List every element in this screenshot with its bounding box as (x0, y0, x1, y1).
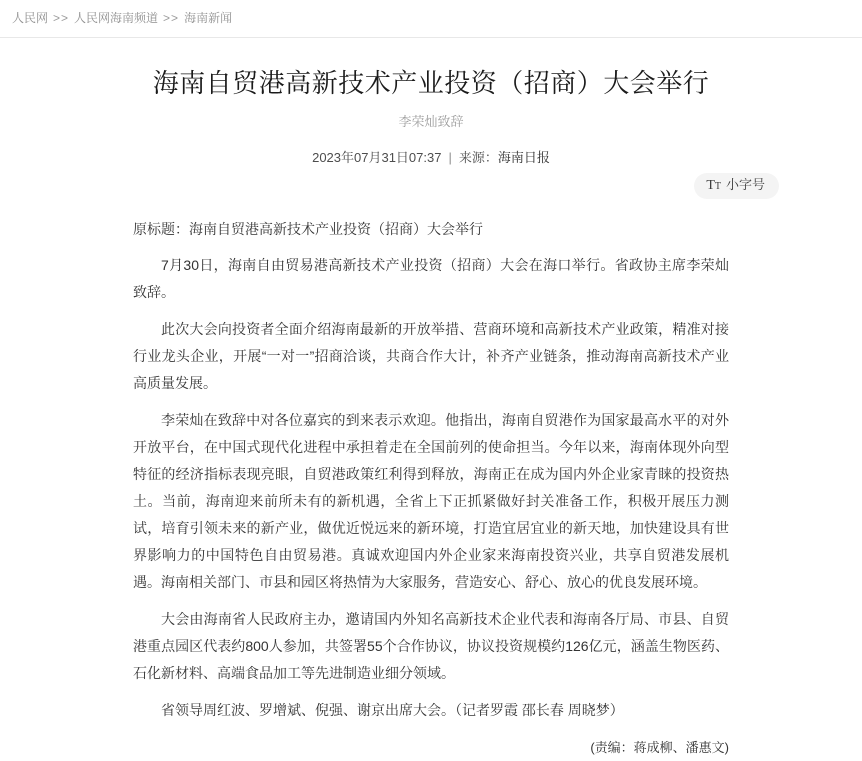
font-size-icon: TT (706, 177, 721, 193)
article-paragraph: 此次大会向投资者全面介绍海南最新的开放举措、营商环境和高新技术产业政策，精准对接行业龙头企业，开展“一对一”招商洽谈，共商合作大计，补齐产业链条，推动海南高新技术产业高质量发展。 (133, 320, 729, 391)
original-title: 原标题：海南自贸港高新技术产业投资（招商）大会举行 (133, 220, 483, 237)
article-header (0, 67, 862, 166)
article-body (133, 216, 729, 761)
breadcrumb (0, 0, 862, 38)
source-name: 海南日报 (497, 149, 550, 165)
font-size-button-label: 小字号 (725, 176, 765, 192)
article-paragraph: 省领导周红波、罗增斌、倪强、谢京出席大会。（记者罗霞 邵长春 周晓梦） (161, 701, 624, 718)
article-paragraph: 大会由海南省人民政府主办，邀请国内外知名高新技术企业代表和海南各厅局、市县、自贸港重点园区代表约800人参加，共签署55个合作协议，协议投资规模约126亿元，涵盖生物医药、石化新材料、高端食品加工等先进制造业细分领域。 (133, 610, 729, 681)
page-title: 海南自贸港高新技术产业投资（招商）大会举行 (152, 68, 710, 98)
article-paragraph: 李荣灿在致辞中对各位嘉宾的到来表示欢迎。他指出，海南自贸港作为国家最高水平的对外开放平台，在中国式现代化进程中承担着走在全国前列的使命担当。今年以来，海南体现外向型特征的经济指标表现亮眼，自贸港政策红利得到释放，海南正在成为国内外企业家青睐的投资热土。当前，海南迎来前所未有的新机遇，全省上下正抓紧做好封关准备工作，积极开展压力测试，培育引领未来的新产业，做优近悦远来的新环境，打造宜居宜业的新天地，加快建设具有世界影响力的中国特色自由贸易港。真诚欢迎国内外企业家来海南投资兴业，共享自贸港发展机遇。海南相关部门、市县和园区将热情为大家服务，营造安心、舒心、放心的优良发展环境。 (133, 411, 729, 590)
breadcrumb-separator: >> (163, 11, 180, 25)
article-paragraph: 7月30日，海南自由贸易港高新技术产业投资（招商）大会在海口举行。省政协主席李荣灿致辞。 (133, 256, 729, 300)
source-label: 来源： (458, 149, 498, 165)
font-size-button[interactable] (694, 173, 779, 199)
breadcrumb-link-peoples-daily[interactable]: 人民网 (12, 11, 49, 25)
breadcrumb-link-hainan-channel[interactable]: 人民网海南频道 (74, 11, 159, 25)
article-subtitle: 李荣灿致辞 (398, 113, 464, 129)
article-toolbar (0, 173, 862, 199)
breadcrumb-separator: >> (53, 11, 70, 25)
article-meta (0, 147, 862, 166)
breadcrumb-link-hainan-news[interactable]: 海南新闻 (184, 11, 233, 25)
publish-date: 2023年07月31日07:37 (312, 149, 442, 165)
meta-separator: | (448, 149, 452, 165)
editor-note: (责编：蒋成柳、潘惠文) (590, 739, 729, 755)
